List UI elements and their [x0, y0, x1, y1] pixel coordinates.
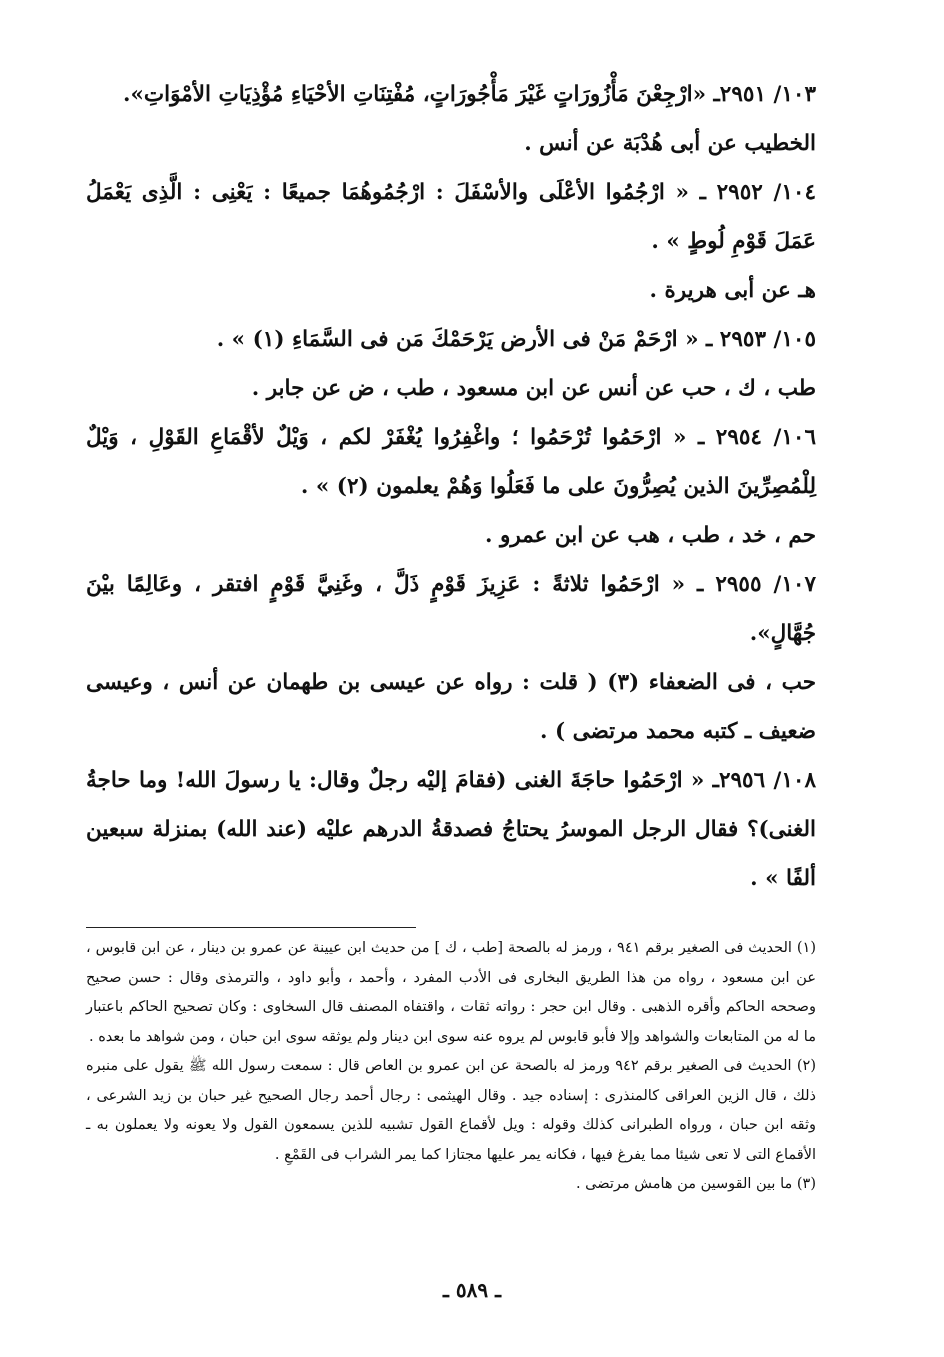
footnote-3: (٣) ما بين القوسين من هامش مرتضى .	[575, 1176, 816, 1192]
main-text	[86, 70, 816, 903]
page-content	[86, 70, 816, 1200]
footnote-separator	[86, 927, 416, 928]
footnote-2: (٢) الحديث فى الصغير برقم ٩٤٢ ورمز له بالصحة عن ابن عمرو بن العاص قال : سمعت رسول الله ﷺ يقول على منبره ذلك ، قال الزين العراقى كالمنذرى : إسناده جيد . وقال الهيثمى : رجال أحمد رجال الصحيح غير حبان بن زيد الشرعى ، وثقه ابن حبان ، ورواه الطبرانى كذلك وقوله : ويل لأقماع القول تشبيه للذين يسمعون القول ولا يعونه ولا يعملون به ـ الأقماع التى لا تعى شيئا مما يفرغ فيها ، فكانه يمر عليها مجتازا كما يمر الشراب فى القَمْعِ .	[86, 1058, 816, 1163]
hadith-105: ١٠٥/ ٢٩٥٣ ـ « ارْحَمْ مَنْ فى الأرض يَرْحَمْكَ مَن فى السَّمَاءِ (١) » .	[216, 327, 816, 352]
hadith-104: ١٠٤/ ٢٩٥٢ ـ « ارْجُمُوا الأعْلَى والأسْفَلَ : ارْجُمُوهُمَا جميعًا : يَعْنِى : الَّذِى يَعْمَلُ عَمَلَ قَوْمِ لُوطٍ » .	[86, 180, 816, 254]
hadith-106: ١٠٦/ ٢٩٥٤ ـ « ارْحَمُوا تُرْحَمُوا ؛ واغْفِرُوا يُغْفَرْ لكم ، وَيْلٌ لأقْمَاعِ القَوْلِ ، وَيْلٌ لِلْمُصِرِّينَ الذين يُصِرُّونَ على ما فَعَلُوا وَهُمْ يعلمون (٢) » .	[86, 425, 816, 499]
footnotes	[86, 934, 816, 1200]
hadith-108: ١٠٨/ ٢٩٥٦ـ « ارْحَمُوا حاجَةَ الغنى (فقامَ إليْه رجلٌ وقال: يا رسولَ الله! وما حاجةُ الغنى)؟ فقال الرجل الموسرُ يحتاجُ فصدقةُ الدرهم عليْه (عند الله) بمنزلة سبعين ألفًا » .	[86, 768, 816, 891]
hadith-107-source: حب ، فى الضعفاء (٣) ( قلت : رواه عن عيسى بن طهمان عن أنس ، وعيسى ضعيف ـ كتبه محمد مرتضى ) .	[86, 670, 817, 744]
hadith-105-source: طب ، ك ، حب عن أنس عن ابن مسعود ، طب ، ض عن جابر .	[251, 376, 816, 401]
hadith-103-source: الخطيب عن أبى هُدْبَة عن أنس .	[524, 131, 816, 156]
page-number: ـ ٥٨٩ ـ	[443, 1278, 501, 1302]
hadith-107: ١٠٧/ ٢٩٥٥ ـ « ارْحَمُوا ثلاثةً : عَزِيزَ قَوْمٍ ذَلَّ ، وغَنِيَّ قَوْمٍ افتقر ، وعَالِمًا بيْنَ جُهَّالٍ».	[86, 572, 816, 646]
hadith-103: ١٠٣/ ٢٩٥١ـ «ارْجِعْنَ مَأْزُورَاتٍ غَيْرَ مَأْجُورَاتٍ، مُفْتِنَاتِ الأحْيَاءِ مُؤْذِيَاتِ الأمْوَاتِ».	[122, 82, 816, 107]
footnote-separator-wrap	[86, 903, 816, 934]
footnote-1: (١) الحديث فى الصغير برقم ٩٤١ ، ورمز له بالصحة [طب ، ك ] من حديث ابن عيينة عن عمرو بن دينار ، عن ابن قابوس ، عن ابن مسعود ، رواه من هذا الطريق البخارى فى الأدب المفرد ، وأحمد ، وأبو داود ، والترمذى وقال : حسن صحيح وصححه الحاكم وأقره الذهبى . وقال ابن حجر : رواته ثقات ، واقتفاه المصنف قال السخاوى : وكان تصحيح الحاكم باعتبار ما له من المتابعات والشواهد وإلا فأبو قابوس لم يروه عنه سوى ابن دينار ولم يوثقه سوى ابن حبان ، ومن شواهد ما بعده .	[86, 940, 816, 1045]
hadith-104-source: هـ عن أبى هريرة .	[649, 278, 816, 303]
hadith-106-source: حم ، خد ، طب ، هب عن ابن عمرو .	[484, 523, 816, 548]
